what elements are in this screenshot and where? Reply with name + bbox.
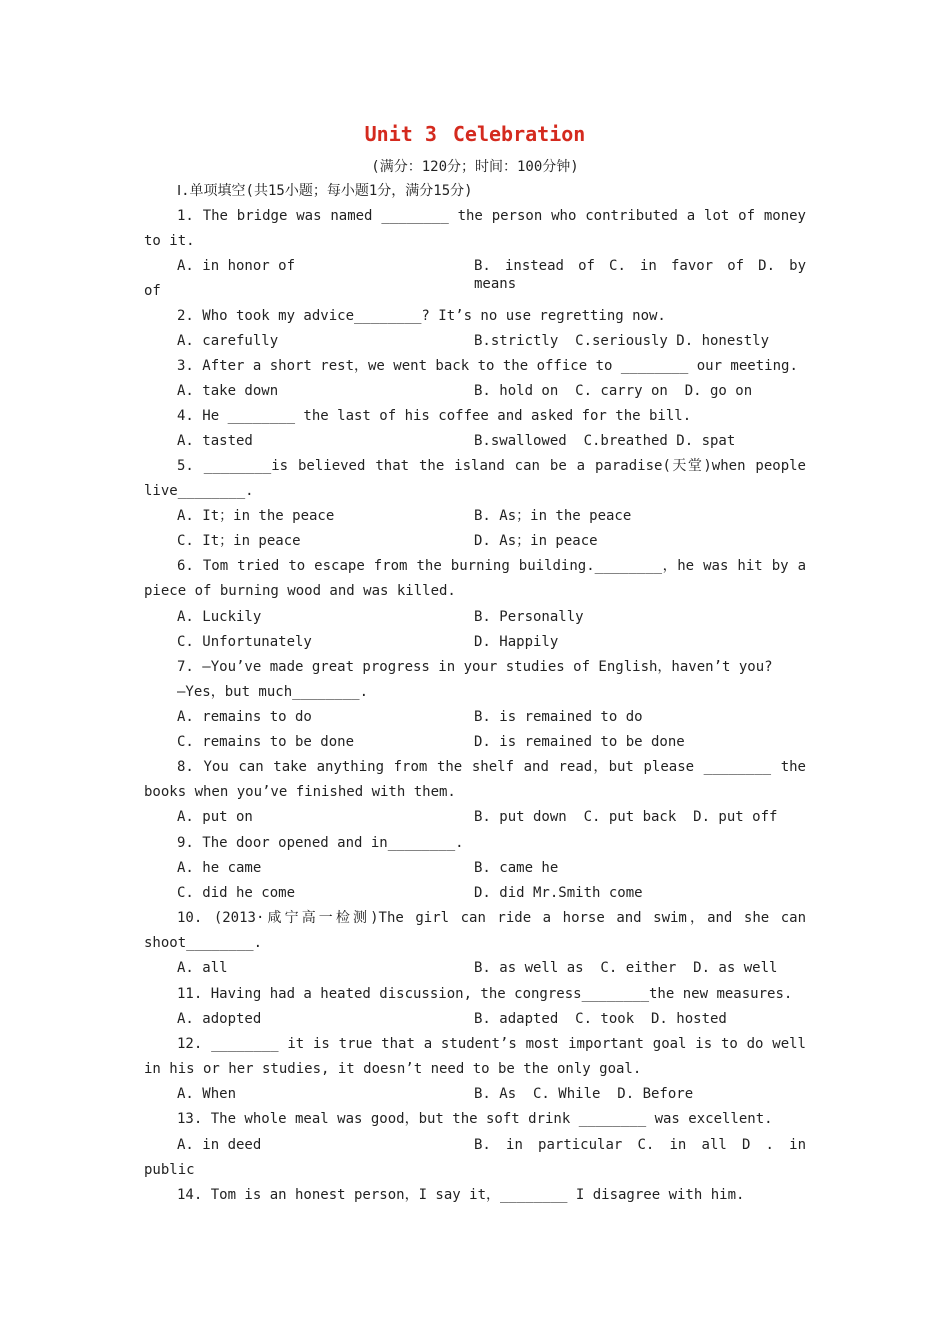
option-line: A. Luckily: [177, 609, 262, 625]
question-8: 8. You can take anything from the shelf and read，but please ________ the: [177, 759, 806, 775]
question-1-cont: to it.: [144, 233, 195, 249]
question-7-reply: —Yes，but much________.: [177, 684, 369, 700]
option-line: A. take down: [177, 383, 279, 399]
question-1: 1. The bridge was named ________ the person who contributed a lot of money: [177, 208, 806, 224]
question-14: 14. Tom is an honest person，I say it，________ I disagree with him.: [177, 1187, 745, 1203]
option-line: A. all: [177, 960, 228, 976]
option-line: B. Personally: [474, 609, 584, 625]
question-9: 9. The door opened and in________.: [177, 835, 464, 851]
option-line: B.strictly C.seriously D. honestly: [474, 333, 770, 349]
option-line: A. put on: [177, 809, 253, 825]
question-10-cont: shoot________.: [144, 935, 263, 951]
page-title: Unit 3 Celebration: [364, 122, 586, 146]
option-line: A. adopted: [177, 1011, 262, 1027]
option-line: A. in honor of: [177, 258, 296, 274]
score-time-info: (满分：120分；时间：100分钟): [371, 159, 579, 175]
question-7: 7. —You’ve made great progress in your studies of English，haven’t you?: [177, 659, 773, 675]
question-2: 2. Who took my advice________? It’s no use regretting now.: [177, 308, 666, 324]
option-line: B. in particular C. in all D . in: [474, 1137, 806, 1153]
option-line: B. As C. While D. Before: [474, 1086, 694, 1102]
option-line: A. When: [177, 1086, 237, 1102]
question-8-cont: books when you’ve finished with them.: [144, 784, 456, 800]
question-12-cont: in his or her studies, it doesn’t need to be the only goal.: [144, 1061, 642, 1077]
question-4: 4. He ________ the last of his coffee and asked for the bill.: [177, 408, 692, 424]
option-line: C. It；in peace: [177, 533, 301, 549]
option-line: D. is remained to be done: [474, 734, 685, 750]
option-line: A. tasted: [177, 433, 253, 449]
option-line: A. he came: [177, 860, 262, 876]
option-line: B.swallowed C.breathed D. spat: [474, 433, 736, 449]
option-line: B. put down C. put back D. put off: [474, 809, 778, 825]
question-3: 3. After a short rest，we went back to the office to ________ our meeting.: [177, 358, 798, 374]
option-line: B. is remained to do: [474, 709, 643, 725]
option-line: A. carefully: [177, 333, 279, 349]
question-6: 6. Tom tried to escape from the burning building.________，he was hit by a: [177, 558, 806, 574]
option-line: D. Happily: [474, 634, 559, 650]
question-13: 13. The whole meal was good，but the soft drink ________ was excellent.: [177, 1111, 773, 1127]
option-line: B. as well as C. either D. as well: [474, 960, 778, 976]
option-line: C. Unfortunately: [177, 634, 312, 650]
option-line: D. As；in peace: [474, 533, 598, 549]
option-line: public: [144, 1162, 195, 1178]
option-line: C. remains to be done: [177, 734, 355, 750]
option-line: A. in deed: [177, 1137, 262, 1153]
question-5: 5. ________is believed that the island can be a paradise(天堂)when people: [177, 458, 806, 474]
option-line: A. remains to do: [177, 709, 312, 725]
option-line: B. adapted C. took D. hosted: [474, 1011, 727, 1027]
question-12: 12. ________ it is true that a student’s most important goal is to do well: [177, 1036, 806, 1052]
option-line: B. came he: [474, 860, 559, 876]
option-line: C. did he come: [177, 885, 296, 901]
option-line: D. did Mr.Smith come: [474, 885, 643, 901]
option-line: of: [144, 283, 161, 299]
option-line: B. As；in the peace: [474, 508, 632, 524]
question-5-cont: live________.: [144, 483, 254, 499]
option-line: A. It；in the peace: [177, 508, 335, 524]
question-6-cont: piece of burning wood and was killed.: [144, 583, 456, 599]
question-10: 10. (2013·咸宁高一检测)The girl can ride a horse and swim，and she can: [177, 910, 806, 926]
section-heading: Ⅰ.单项填空(共15小题；每小题1分，满分15分): [177, 183, 473, 199]
option-line: B. instead of C. in favor of D. by means: [474, 258, 806, 292]
option-line: B. hold on C. carry on D. go on: [474, 383, 753, 399]
question-11: 11. Having had a heated discussion, the congress________the new measures.: [177, 986, 793, 1002]
